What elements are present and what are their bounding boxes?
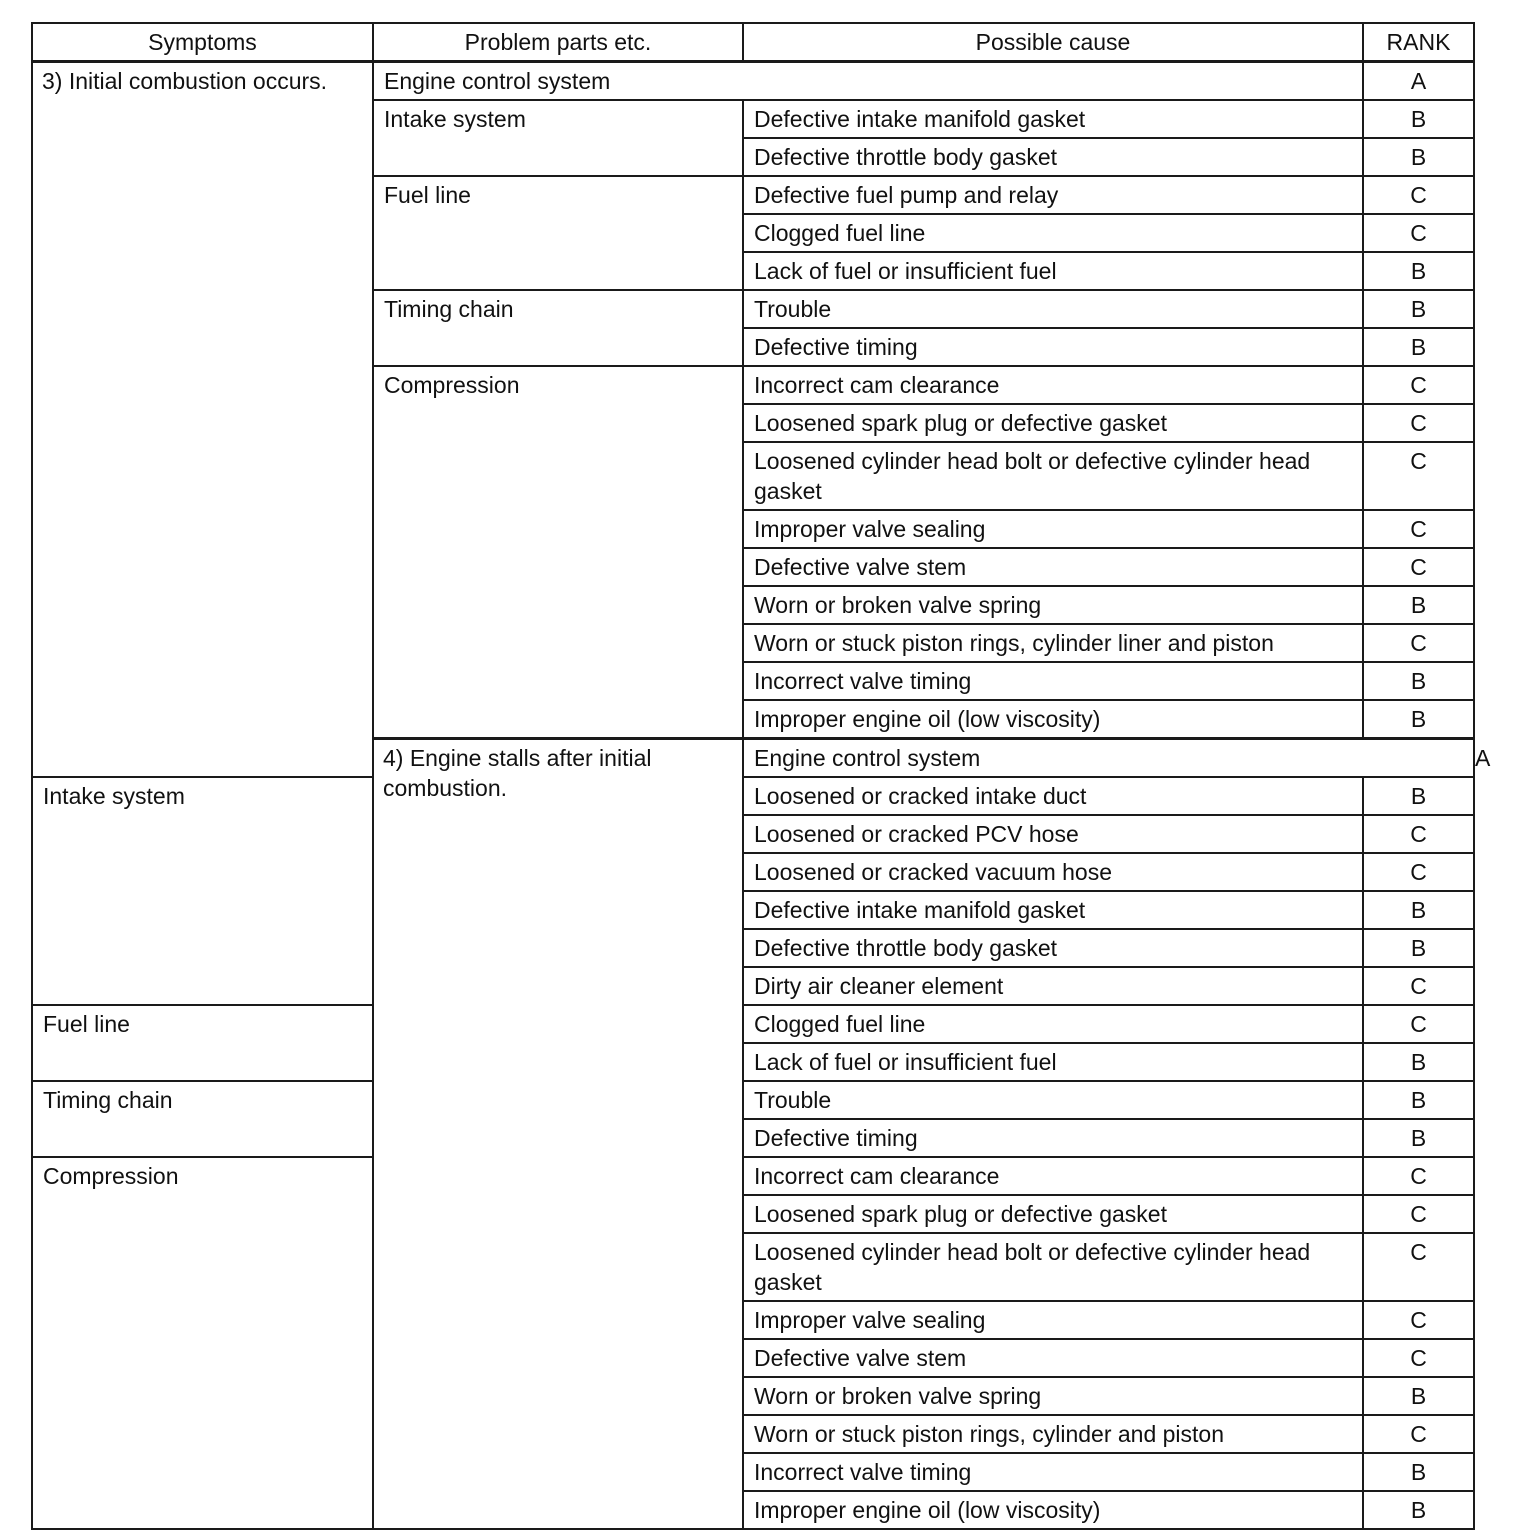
cause-cell: Loosened or cracked PCV hose [743,815,1363,853]
rank-cell: B [1363,662,1474,700]
cause-cell: Worn or stuck piston rings, cylinder liner and piston [743,624,1363,662]
part-cell: Compression [32,1157,373,1529]
rank-cell: B [1363,929,1474,967]
table-row [32,1081,1474,1119]
table-row [32,62,1474,101]
cause-cell: Defective throttle body gasket [743,929,1363,967]
cause-cell: Incorrect valve timing [743,662,1363,700]
rank-cell: C [1363,853,1474,891]
cause-cell: Incorrect cam clearance [743,1157,1363,1195]
cause-cell: Improper engine oil (low viscosity) [743,1491,1363,1529]
cause-cell: Defective timing [743,328,1363,366]
diagnosis-table [31,22,1491,1530]
cause-cell: Loosened cylinder head bolt or defective cylinder head gasket [743,1233,1363,1301]
symptom-cell: 3) Initial combustion occurs. [32,62,373,778]
part-cell: Fuel line [373,176,743,290]
cause-cell: Defective intake manifold gasket [743,891,1363,929]
part-cell: Timing chain [32,1081,373,1157]
cause-cell: Clogged fuel line [743,1005,1363,1043]
table-row: 4) Engine stalls after initial combustion. Engine control system A [32,739,1474,778]
part-cell: Intake system [373,100,743,176]
cause-cell: Lack of fuel or insufficient fuel [743,1043,1363,1081]
cause-cell: Defective valve stem [743,1339,1363,1377]
rank-cell: A [1363,62,1474,101]
cause-cell: Clogged fuel line [743,214,1363,252]
rank-cell: C [1363,510,1474,548]
rank-cell: B [1363,100,1474,138]
rank-cell: C [1363,967,1474,1005]
rank-cell: B [1363,328,1474,366]
cause-cell: Improper valve sealing [743,510,1363,548]
symptom-cell: 4) Engine stalls after initial combustion. [373,739,743,1530]
rank-cell: C [1363,624,1474,662]
part-cell: Timing chain [373,290,743,366]
cause-cell: Lack of fuel or insufficient fuel [743,252,1363,290]
header-rank: RANK [1363,23,1474,62]
rank-cell: C [1363,176,1474,214]
rank-cell: C [1363,404,1474,442]
rank-cell: B [1363,290,1474,328]
cause-cell: Worn or broken valve spring [743,1377,1363,1415]
table-row [32,777,1474,815]
rank-cell: C [1363,1339,1474,1377]
header-problem-parts: Problem parts etc. [373,23,743,62]
rank-cell: C [1363,1233,1474,1301]
rank-cell: B [1363,777,1474,815]
cause-cell: Defective fuel pump and relay [743,176,1363,214]
cause-cell: Defective timing [743,1119,1363,1157]
cause-cell: Worn or broken valve spring [743,586,1363,624]
cause-cell: Loosened or cracked intake duct [743,777,1363,815]
rank-cell: B [1363,1081,1474,1119]
cause-cell: Improper engine oil (low viscosity) [743,700,1363,739]
cause-cell: Loosened spark plug or defective gasket [743,404,1363,442]
rank-cell: B [1363,1377,1474,1415]
part-cell: Fuel line [32,1005,373,1081]
rank-cell: C [1363,442,1474,510]
rank-cell: C [1363,815,1474,853]
part-cell: Intake system [32,777,373,1005]
cause-cell: Incorrect valve timing [743,1453,1363,1491]
table-row [32,1157,1474,1195]
rank-cell: B [1363,138,1474,176]
table-row [32,1005,1474,1043]
cause-cell: Loosened cylinder head bolt or defective cylinder head gasket [743,442,1363,510]
cause-cell: Dirty air cleaner element [743,967,1363,1005]
cause-cell: Worn or stuck piston rings, cylinder and piston [743,1415,1363,1453]
rank-cell: B [1363,1491,1474,1529]
cause-cell: Defective throttle body gasket [743,138,1363,176]
rank-cell: C [1363,1415,1474,1453]
rank-cell: C [1363,366,1474,404]
rank-cell: B [1363,252,1474,290]
cause-cell: Incorrect cam clearance [743,366,1363,404]
header-symptoms: Symptoms [32,23,373,62]
cause-cell: Improper valve sealing [743,1301,1363,1339]
rank-cell: B [1363,1119,1474,1157]
cause-cell: Defective intake manifold gasket [743,100,1363,138]
rank-cell: B [1363,891,1474,929]
part-cell: Engine control system [373,62,1363,101]
rank-cell: C [1363,1005,1474,1043]
rank-cell: C [1363,548,1474,586]
rank-cell: C [1363,1157,1474,1195]
cause-cell: Trouble [743,1081,1363,1119]
cause-cell: Loosened or cracked vacuum hose [743,853,1363,891]
rank-cell: B [1363,1043,1474,1081]
part-cell: Compression [373,366,743,739]
rank-cell: B [1363,700,1474,739]
rank-cell: C [1363,1195,1474,1233]
rank-cell: B [1363,586,1474,624]
cause-cell: Trouble [743,290,1363,328]
cause-cell: Loosened spark plug or defective gasket [743,1195,1363,1233]
cause-cell: Defective valve stem [743,548,1363,586]
header-row [32,23,1474,62]
part-cell: Engine control system [743,739,1474,778]
rank-cell: B [1363,1453,1474,1491]
rank-cell: C [1363,214,1474,252]
rank-cell: C [1363,1301,1474,1339]
header-possible-cause: Possible cause [743,23,1363,62]
